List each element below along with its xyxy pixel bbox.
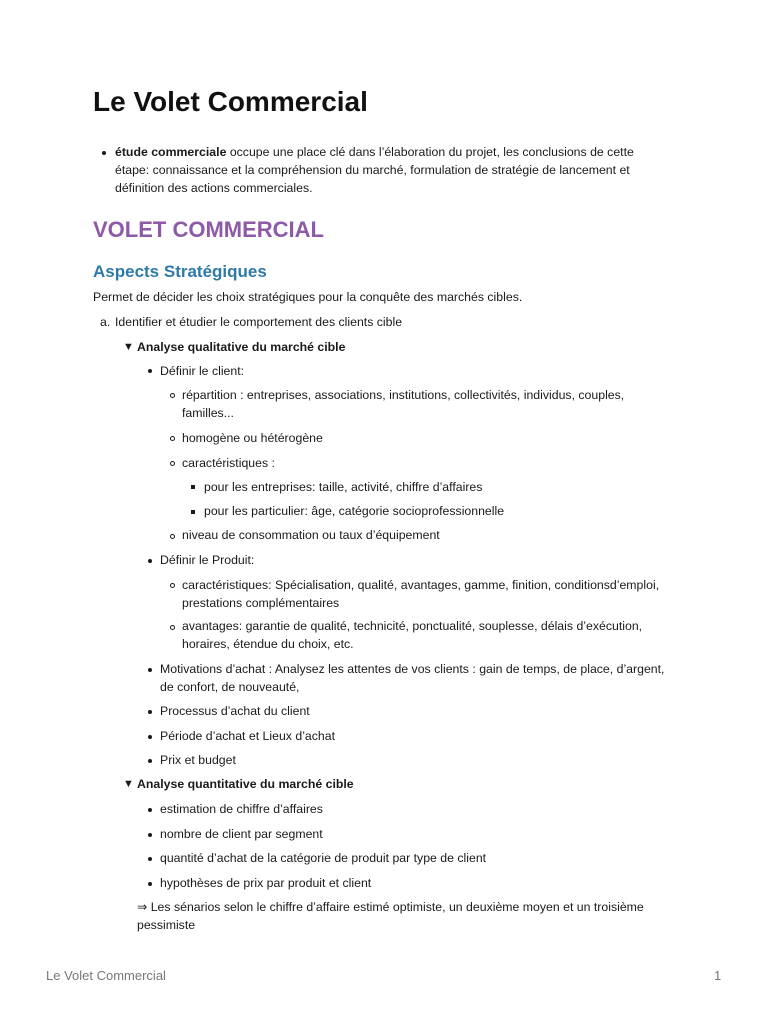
intro-paragraph xyxy=(115,143,660,197)
list-item: Définir le Produit: xyxy=(160,553,255,567)
list-bullet xyxy=(102,151,106,155)
qualitative-title[interactable]: Analyse qualitative du marché cible xyxy=(137,340,346,354)
intro-text: occupe une place clé dans l’élaboration du projet, les conclusions de cette étape: connaissance et la compréhension du marché, formulation de stratégie de lancement et définition des actions commerciales. xyxy=(115,145,634,195)
list-item: répartition : entreprises, associations, institutions, collectivités, individus, couples, familles... xyxy=(182,388,625,420)
list-item: pour les particulier: âge, catégorie socioprofessionnelle xyxy=(204,504,505,518)
list-bullet xyxy=(148,668,152,672)
list-bullet xyxy=(148,710,152,714)
list-item: Période d’achat et Lieux d’achat xyxy=(160,729,336,743)
step-a-marker: a. xyxy=(100,315,111,329)
step-a-text: Identifier et étudier le comportement des clients cible xyxy=(115,315,403,329)
quantitative-conclusion: ⇒ Les sénarios selon le chiffre d’affaire estimé optimiste, un deuxième moyen et un troisième pessimiste xyxy=(137,900,644,932)
list-bullet xyxy=(170,625,175,630)
list-bullet xyxy=(148,882,152,886)
list-item: estimation de chiffre d’affaires xyxy=(160,802,323,816)
subsection-intro: Permet de décider les choix stratégiques pour la conquête des marchés cibles. xyxy=(93,290,523,304)
qualitative-toggle-icon[interactable]: ▼ xyxy=(123,341,134,353)
list-bullet xyxy=(148,735,152,739)
list-item: Définir le client: xyxy=(160,364,245,378)
list-item: avantages: garantie de qualité, technicité, ponctualité, souplesse, délais d’exécution, horaires, étendue du choix, etc. xyxy=(182,619,643,651)
list-item: niveau de consommation ou taux d’équipement xyxy=(182,528,440,542)
list-bullet xyxy=(148,559,152,563)
list-item: Processus d’achat du client xyxy=(160,704,310,718)
list-item: Motivations d’achat : Analysez les attentes de vos clients : gain de temps, de place, d’argent, de confort, de nouveauté, xyxy=(160,662,665,694)
list-item: homogène ou hétérogène xyxy=(182,431,323,445)
list-item: quantité d’achat de la catégorie de produit par type de client xyxy=(160,851,487,865)
list-item: caractéristiques : xyxy=(182,456,275,470)
list-bullet xyxy=(148,369,152,373)
list-bullet xyxy=(148,808,152,812)
list-item: pour les entreprises: taille, activité, chiffre d’affaires xyxy=(204,480,483,494)
quantitative-toggle-icon[interactable]: ▼ xyxy=(123,778,134,790)
list-item: caractéristiques: Spécialisation, qualité, avantages, gamme, finition, conditionsd’emploi, prestations complémentaires xyxy=(182,578,660,610)
list-item: Prix et budget xyxy=(160,753,236,767)
page-number: 1 xyxy=(714,968,722,983)
section-title: VOLET COMMERCIAL xyxy=(93,217,324,242)
list-bullet xyxy=(170,461,175,466)
list-item: nombre de client par segment xyxy=(160,827,323,841)
list-bullet xyxy=(191,485,195,489)
subsection-title: Aspects Stratégiques xyxy=(93,262,267,281)
list-bullet xyxy=(170,583,175,588)
list-bullet xyxy=(148,759,152,763)
list-bullet xyxy=(170,534,175,539)
list-bullet xyxy=(170,393,175,398)
page-title: Le Volet Commercial xyxy=(93,86,368,117)
list-bullet xyxy=(170,436,175,441)
quantitative-title[interactable]: Analyse quantitative du marché cible xyxy=(137,777,354,791)
intro-bold-term: étude commerciale xyxy=(115,145,227,159)
list-bullet xyxy=(148,833,152,837)
footer-title: Le Volet Commercial xyxy=(46,968,166,983)
list-bullet xyxy=(191,510,195,514)
list-item: hypothèses de prix par produit et client xyxy=(160,876,372,890)
list-bullet xyxy=(148,857,152,861)
